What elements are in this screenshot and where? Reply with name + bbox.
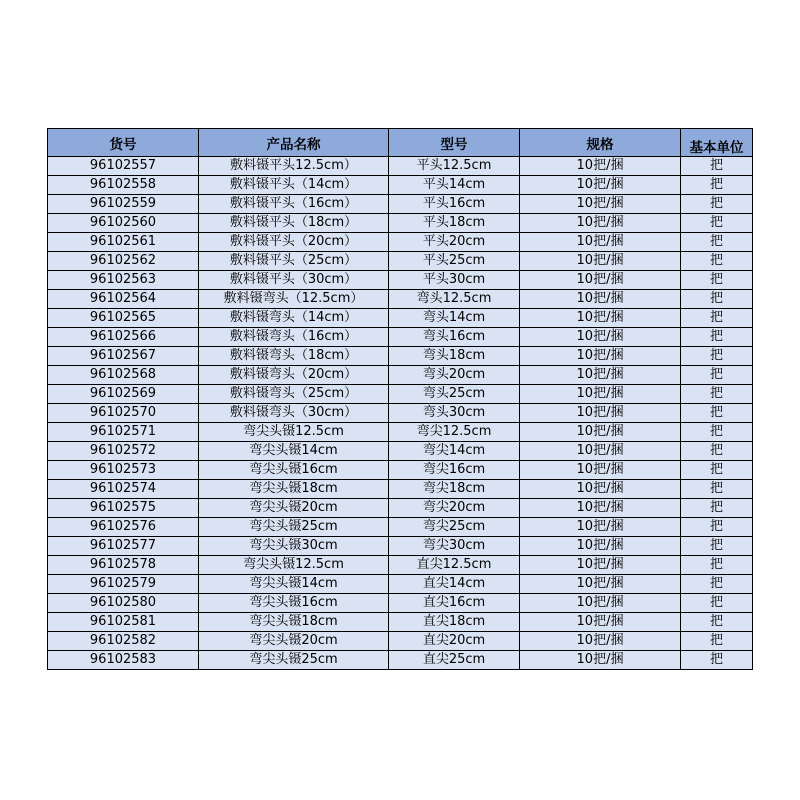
model-cell: 弯尖25cm	[389, 518, 520, 537]
model-cell: 弯尖30cm	[389, 537, 520, 556]
header-base-unit: 基本单位	[681, 129, 753, 157]
model-cell: 平头12.5cm	[389, 157, 520, 176]
table-header	[48, 129, 753, 157]
product-name-cell: 弯尖头镊20cm	[199, 632, 389, 651]
base-unit-cell: 把	[681, 328, 753, 347]
specification-cell: 10把/捆	[520, 385, 681, 404]
header-specification: 规格	[520, 129, 681, 157]
specification-cell: 10把/捆	[520, 252, 681, 271]
specification-cell: 10把/捆	[520, 366, 681, 385]
header-product-name: 产品名称	[199, 129, 389, 157]
item-number-cell: 96102574	[48, 480, 199, 499]
model-cell: 平头16cm	[389, 195, 520, 214]
model-cell: 直尖14cm	[389, 575, 520, 594]
table-row	[48, 442, 753, 461]
item-number-cell: 96102578	[48, 556, 199, 575]
base-unit-cell: 把	[681, 404, 753, 423]
specification-cell: 10把/捆	[520, 195, 681, 214]
model-cell: 弯头18cm	[389, 347, 520, 366]
specification-cell: 10把/捆	[520, 575, 681, 594]
item-number-cell: 96102562	[48, 252, 199, 271]
base-unit-cell: 把	[681, 195, 753, 214]
product-name-cell: 敷料镊平头（16cm）	[199, 195, 389, 214]
specification-cell: 10把/捆	[520, 480, 681, 499]
model-cell: 弯尖14cm	[389, 442, 520, 461]
product-name-cell: 敷料镊弯头（14cm）	[199, 309, 389, 328]
table-row	[48, 613, 753, 632]
specification-cell: 10把/捆	[520, 347, 681, 366]
table-row	[48, 233, 753, 252]
table-body	[48, 157, 753, 670]
specification-cell: 10把/捆	[520, 328, 681, 347]
item-number-cell: 96102582	[48, 632, 199, 651]
table-row	[48, 632, 753, 651]
specification-cell: 10把/捆	[520, 290, 681, 309]
product-name-cell: 弯尖头镊18cm	[199, 613, 389, 632]
product-name-cell: 弯尖头镊12.5cm	[199, 423, 389, 442]
base-unit-cell: 把	[681, 252, 753, 271]
base-unit-cell: 把	[681, 366, 753, 385]
specification-cell: 10把/捆	[520, 214, 681, 233]
model-cell: 弯头25cm	[389, 385, 520, 404]
item-number-cell: 96102557	[48, 157, 199, 176]
table-row	[48, 518, 753, 537]
header-item-number: 货号	[48, 129, 199, 157]
table-row	[48, 575, 753, 594]
specification-cell: 10把/捆	[520, 309, 681, 328]
table-row	[48, 195, 753, 214]
table-row	[48, 252, 753, 271]
product-name-cell: 弯尖头镊12.5cm	[199, 556, 389, 575]
base-unit-cell: 把	[681, 290, 753, 309]
product-name-cell: 敷料镊弯头（16cm）	[199, 328, 389, 347]
specification-cell: 10把/捆	[520, 233, 681, 252]
specification-cell: 10把/捆	[520, 461, 681, 480]
table-row	[48, 556, 753, 575]
product-name-cell: 弯尖头镊16cm	[199, 461, 389, 480]
table-row	[48, 271, 753, 290]
table-row	[48, 328, 753, 347]
specification-cell: 10把/捆	[520, 556, 681, 575]
model-cell: 直尖18cm	[389, 613, 520, 632]
product-table	[47, 128, 753, 670]
base-unit-cell: 把	[681, 613, 753, 632]
product-name-cell: 弯尖头镊16cm	[199, 594, 389, 613]
product-name-cell: 敷料镊平头（20cm）	[199, 233, 389, 252]
base-unit-cell: 把	[681, 385, 753, 404]
item-number-cell: 96102560	[48, 214, 199, 233]
product-name-cell: 弯尖头镊14cm	[199, 575, 389, 594]
table-row	[48, 404, 753, 423]
specification-cell: 10把/捆	[520, 537, 681, 556]
model-cell: 平头14cm	[389, 176, 520, 195]
table-row	[48, 594, 753, 613]
product-name-cell: 弯尖头镊14cm	[199, 442, 389, 461]
table-row	[48, 651, 753, 670]
item-number-cell: 96102568	[48, 366, 199, 385]
item-number-cell: 96102563	[48, 271, 199, 290]
product-name-cell: 弯尖头镊30cm	[199, 537, 389, 556]
specification-cell: 10把/捆	[520, 404, 681, 423]
table-row	[48, 366, 753, 385]
model-cell: 平头25cm	[389, 252, 520, 271]
specification-cell: 10把/捆	[520, 271, 681, 290]
item-number-cell: 96102575	[48, 499, 199, 518]
product-name-cell: 敷料镊平头（14cm）	[199, 176, 389, 195]
item-number-cell: 96102565	[48, 309, 199, 328]
specification-cell: 10把/捆	[520, 632, 681, 651]
table-row	[48, 461, 753, 480]
table-row	[48, 214, 753, 233]
base-unit-cell: 把	[681, 442, 753, 461]
base-unit-cell: 把	[681, 632, 753, 651]
model-cell: 弯尖16cm	[389, 461, 520, 480]
model-cell: 弯尖12.5cm	[389, 423, 520, 442]
item-number-cell: 96102572	[48, 442, 199, 461]
table-row	[48, 423, 753, 442]
item-number-cell: 96102567	[48, 347, 199, 366]
item-number-cell: 96102583	[48, 651, 199, 670]
base-unit-cell: 把	[681, 347, 753, 366]
model-cell: 直尖12.5cm	[389, 556, 520, 575]
product-name-cell: 敷料镊平头（18cm）	[199, 214, 389, 233]
base-unit-cell: 把	[681, 594, 753, 613]
base-unit-cell: 把	[681, 537, 753, 556]
specification-cell: 10把/捆	[520, 442, 681, 461]
model-cell: 平头20cm	[389, 233, 520, 252]
product-name-cell: 弯尖头镊25cm	[199, 518, 389, 537]
item-number-cell: 96102561	[48, 233, 199, 252]
table-row	[48, 176, 753, 195]
item-number-cell: 96102558	[48, 176, 199, 195]
model-cell: 直尖16cm	[389, 594, 520, 613]
base-unit-cell: 把	[681, 271, 753, 290]
base-unit-cell: 把	[681, 518, 753, 537]
product-name-cell: 敷料镊弯头（20cm）	[199, 366, 389, 385]
base-unit-cell: 把	[681, 480, 753, 499]
model-cell: 直尖20cm	[389, 632, 520, 651]
specification-cell: 10把/捆	[520, 594, 681, 613]
model-cell: 弯头16cm	[389, 328, 520, 347]
specification-cell: 10把/捆	[520, 651, 681, 670]
specification-cell: 10把/捆	[520, 499, 681, 518]
model-cell: 弯头30cm	[389, 404, 520, 423]
table-row	[48, 290, 753, 309]
base-unit-cell: 把	[681, 651, 753, 670]
base-unit-cell: 把	[681, 556, 753, 575]
item-number-cell: 96102559	[48, 195, 199, 214]
base-unit-cell: 把	[681, 575, 753, 594]
item-number-cell: 96102577	[48, 537, 199, 556]
item-number-cell: 96102569	[48, 385, 199, 404]
item-number-cell: 96102576	[48, 518, 199, 537]
table-row	[48, 499, 753, 518]
product-name-cell: 敷料镊弯头（25cm）	[199, 385, 389, 404]
item-number-cell: 96102573	[48, 461, 199, 480]
item-number-cell: 96102580	[48, 594, 199, 613]
base-unit-cell: 把	[681, 309, 753, 328]
product-name-cell: 弯尖头镊18cm	[199, 480, 389, 499]
base-unit-cell: 把	[681, 157, 753, 176]
table-row	[48, 537, 753, 556]
model-cell: 平头18cm	[389, 214, 520, 233]
base-unit-cell: 把	[681, 233, 753, 252]
model-cell: 弯头14cm	[389, 309, 520, 328]
specification-cell: 10把/捆	[520, 176, 681, 195]
item-number-cell: 96102564	[48, 290, 199, 309]
header-model: 型号	[389, 129, 520, 157]
model-cell: 直尖25cm	[389, 651, 520, 670]
base-unit-cell: 把	[681, 176, 753, 195]
base-unit-cell: 把	[681, 461, 753, 480]
specification-cell: 10把/捆	[520, 518, 681, 537]
base-unit-cell: 把	[681, 214, 753, 233]
product-name-cell: 弯尖头镊25cm	[199, 651, 389, 670]
item-number-cell: 96102566	[48, 328, 199, 347]
model-cell: 弯头12.5cm	[389, 290, 520, 309]
item-number-cell: 96102571	[48, 423, 199, 442]
product-name-cell: 弯尖头镊20cm	[199, 499, 389, 518]
product-name-cell: 敷料镊平头（30cm）	[199, 271, 389, 290]
model-cell: 弯尖18cm	[389, 480, 520, 499]
product-name-cell: 敷料镊弯头（30cm）	[199, 404, 389, 423]
base-unit-cell: 把	[681, 423, 753, 442]
specification-cell: 10把/捆	[520, 423, 681, 442]
table-row	[48, 157, 753, 176]
product-name-cell: 敷料镊平头（25cm）	[199, 252, 389, 271]
model-cell: 弯头20cm	[389, 366, 520, 385]
table-row	[48, 385, 753, 404]
item-number-cell: 96102570	[48, 404, 199, 423]
table-row	[48, 480, 753, 499]
item-number-cell: 96102581	[48, 613, 199, 632]
product-name-cell: 敷料镊弯头（18cm）	[199, 347, 389, 366]
model-cell: 平头30cm	[389, 271, 520, 290]
item-number-cell: 96102579	[48, 575, 199, 594]
base-unit-cell: 把	[681, 499, 753, 518]
table-row	[48, 347, 753, 366]
product-name-cell: 敷料镊平头12.5cm）	[199, 157, 389, 176]
specification-cell: 10把/捆	[520, 157, 681, 176]
product-name-cell: 敷料镊弯头（12.5cm）	[199, 290, 389, 309]
header-row	[48, 129, 753, 157]
model-cell: 弯尖20cm	[389, 499, 520, 518]
table-row	[48, 309, 753, 328]
specification-cell: 10把/捆	[520, 613, 681, 632]
